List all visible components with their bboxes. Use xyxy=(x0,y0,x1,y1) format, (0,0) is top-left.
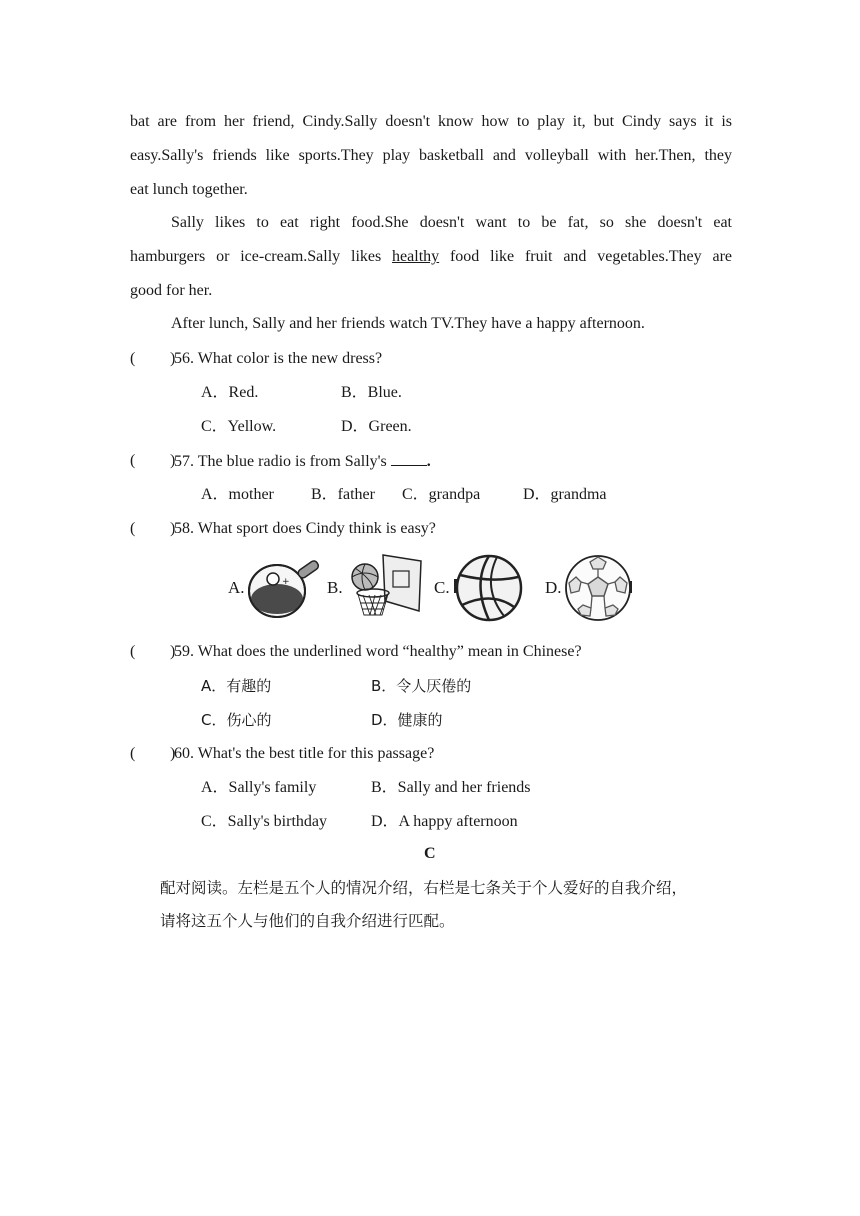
picture-option-label-a[interactable]: A. xyxy=(228,578,245,597)
question-text-part: . xyxy=(426,453,431,470)
passage-text: food like fruit and vegetables.They are xyxy=(439,248,732,265)
svg-text:+: + xyxy=(282,577,290,587)
option-d[interactable]: D．A happy afternoon xyxy=(371,813,518,830)
question-text-part: 57. The blue radio is from Sally's xyxy=(174,453,391,470)
option-a[interactable]: A．Sally's family xyxy=(201,779,317,796)
answer-blank-open[interactable]: ( xyxy=(130,452,136,469)
option-d[interactable]: D．健康的 xyxy=(371,711,443,729)
question-text xyxy=(174,451,431,472)
option-b[interactable]: B．Sally and her friends xyxy=(371,779,531,796)
option-b[interactable]: B．father xyxy=(311,486,375,503)
underlined-word-healthy: healthy xyxy=(392,248,440,265)
option-a[interactable]: A．Red. xyxy=(201,384,259,401)
answer-blank-close: ) xyxy=(170,452,176,469)
passage-line: Sally likes to eat right food.She doesn't want to be fat, so she doesn't eat xyxy=(171,214,732,231)
question-text: 60. What's the best title for this passage? xyxy=(174,745,435,762)
question-text: 59. What does the underlined word “healthy” mean in Chinese? xyxy=(174,643,582,660)
option-b[interactable]: B．令人厌倦的 xyxy=(371,677,472,695)
section-c-instruction xyxy=(160,872,740,938)
option-c[interactable]: C．Yellow. xyxy=(201,418,277,435)
passage-line: good for her. xyxy=(130,282,213,299)
option-a[interactable]: A．mother xyxy=(201,486,274,503)
passage-paragraph-2 xyxy=(130,206,732,308)
option-d[interactable]: D．Green. xyxy=(341,418,412,435)
option-c[interactable]: C．伤心的 xyxy=(201,711,272,729)
answer-blank-close: ) xyxy=(170,745,176,762)
passage-paragraph-1 xyxy=(130,105,732,207)
instruction-line: 配对阅读。左栏是五个人的情况介绍，右栏是七条关于个人爱好的自我介绍， xyxy=(160,879,688,897)
basketball-hoop-icon[interactable] xyxy=(343,553,423,623)
passage-line: bat are from her friend, Cindy.Sally doesn't know how to play it, but Cindy says it is xyxy=(130,113,732,130)
picture-option-label-c[interactable]: C. xyxy=(434,578,450,597)
option-a[interactable]: A．有趣的 xyxy=(201,677,272,695)
instruction-line: 请将这五个人与他们的自我介绍进行匹配。 xyxy=(160,912,455,930)
passage-text: hamburgers or ice-cream.Sally likes xyxy=(130,248,393,265)
question-text: 56. What color is the new dress? xyxy=(174,350,383,367)
option-b[interactable]: B．Blue. xyxy=(341,384,402,401)
answer-blank-open[interactable]: ( xyxy=(130,350,136,367)
answer-blank-open[interactable]: ( xyxy=(130,520,136,537)
passage-line: After lunch, Sally and her friends watch TV.They have a happy afternoon. xyxy=(171,315,645,332)
passage-line xyxy=(130,240,732,274)
soccer-ball-icon[interactable] xyxy=(565,553,637,623)
answer-blank-open[interactable]: ( xyxy=(130,745,136,762)
answer-blank-close: ) xyxy=(170,350,176,367)
answer-blank-open[interactable]: ( xyxy=(130,643,136,660)
picture-option-label-d[interactable]: D. xyxy=(545,578,562,597)
option-c[interactable]: C．Sally's birthday xyxy=(201,813,327,830)
volleyball-icon[interactable] xyxy=(452,553,524,623)
question-text: 58. What sport does Cindy think is easy? xyxy=(174,520,436,537)
answer-blank-close: ) xyxy=(170,643,176,660)
section-heading-c: C xyxy=(424,845,436,862)
picture-option-label-b[interactable]: B. xyxy=(327,578,343,597)
option-d[interactable]: D．grandma xyxy=(523,486,607,503)
ping-pong-paddle-icon[interactable] xyxy=(245,553,323,623)
answer-blank-close: ) xyxy=(170,520,176,537)
passage-line: easy.Sally's friends like sports.They play basketball and volleyball with her.Then, they xyxy=(130,147,732,164)
passage-line: eat lunch together. xyxy=(130,181,248,198)
passage-paragraph-3 xyxy=(130,307,732,341)
option-c[interactable]: C．grandpa xyxy=(402,486,481,503)
fill-blank[interactable] xyxy=(391,451,427,466)
